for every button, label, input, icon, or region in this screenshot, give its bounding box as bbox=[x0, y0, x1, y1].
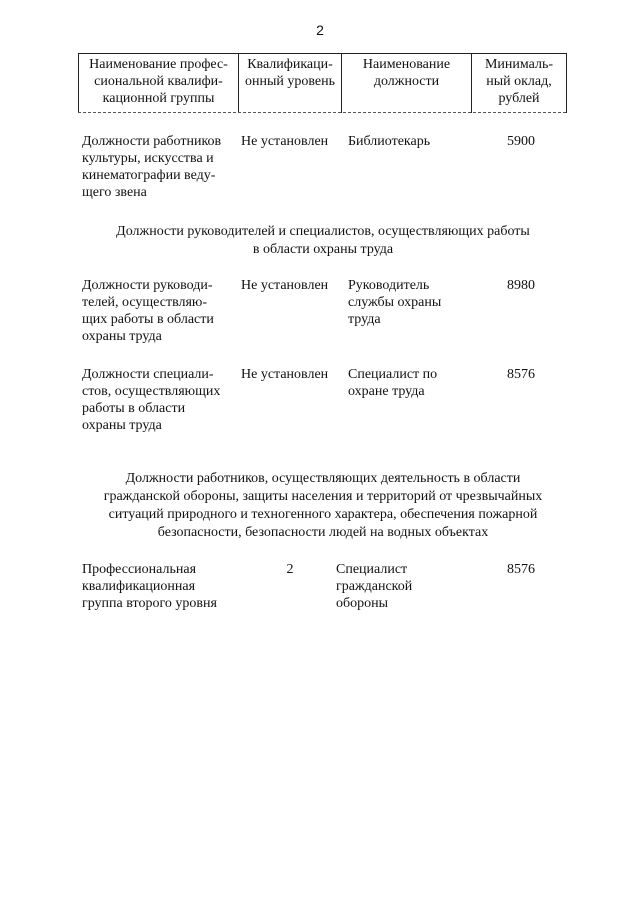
header-group-name-text: Наименование профес- сиональной квалифи- кационной группы bbox=[89, 57, 228, 106]
row-labor-head-salary: 8980 bbox=[507, 278, 535, 293]
table-header bbox=[78, 53, 567, 113]
row-labor-spec-salary: 8576 bbox=[507, 367, 535, 382]
row-civil-position: Специалист гражданской обороны bbox=[336, 562, 413, 611]
header-qualification-level bbox=[239, 54, 342, 114]
row-culture-level: Не установлен bbox=[241, 134, 329, 149]
section-labor-title: Должности руководителей и специалистов, осуществляющих работы в области охраны труда bbox=[116, 224, 530, 257]
row-labor-head-level: Не установлен bbox=[241, 278, 329, 293]
row-civil-group: Профессиональная квалификационная группа второго уровня bbox=[82, 562, 217, 611]
header-position-name-text: Наименование должности bbox=[362, 57, 451, 89]
header-position-name bbox=[342, 54, 472, 114]
row-culture-position: Библиотекарь bbox=[348, 134, 431, 149]
row-labor-head-position: Руководитель службы охраны труда bbox=[348, 278, 442, 327]
row-civil-level: 2 bbox=[286, 562, 294, 577]
header-bottom-divider bbox=[78, 112, 566, 113]
row-culture-group: Должности работников культуры, искусства и кинематографии веду- щего звена bbox=[82, 134, 222, 200]
section-civil-title: Должности работников, осуществляющих деятельность в области гражданской обороны, защиты населения и территорий от чрезвычайных ситуаций природного и техногенного характера, обеспечения пожарной безопасности, безопасности людей на водных объектах bbox=[103, 471, 543, 540]
header-group-name bbox=[79, 54, 239, 114]
row-labor-spec-level: Не установлен bbox=[241, 367, 329, 382]
header-min-salary bbox=[472, 54, 567, 114]
header-qualification-level-text: Квалификаци- онный уровень bbox=[244, 57, 335, 89]
page-number: 2 bbox=[316, 22, 324, 38]
row-labor-spec-group: Должности специали- стов, осуществляющих работы в области охраны труда bbox=[82, 367, 221, 433]
row-civil-salary: 8576 bbox=[507, 562, 535, 577]
row-culture-salary: 5900 bbox=[507, 134, 535, 149]
row-labor-head-group: Должности руководи- телей, осуществляю- щих работы в области охраны труда bbox=[82, 278, 214, 344]
header-min-salary-text: Минималь- ный оклад, рублей bbox=[484, 57, 554, 106]
row-labor-spec-position: Специалист по охране труда bbox=[348, 367, 438, 399]
